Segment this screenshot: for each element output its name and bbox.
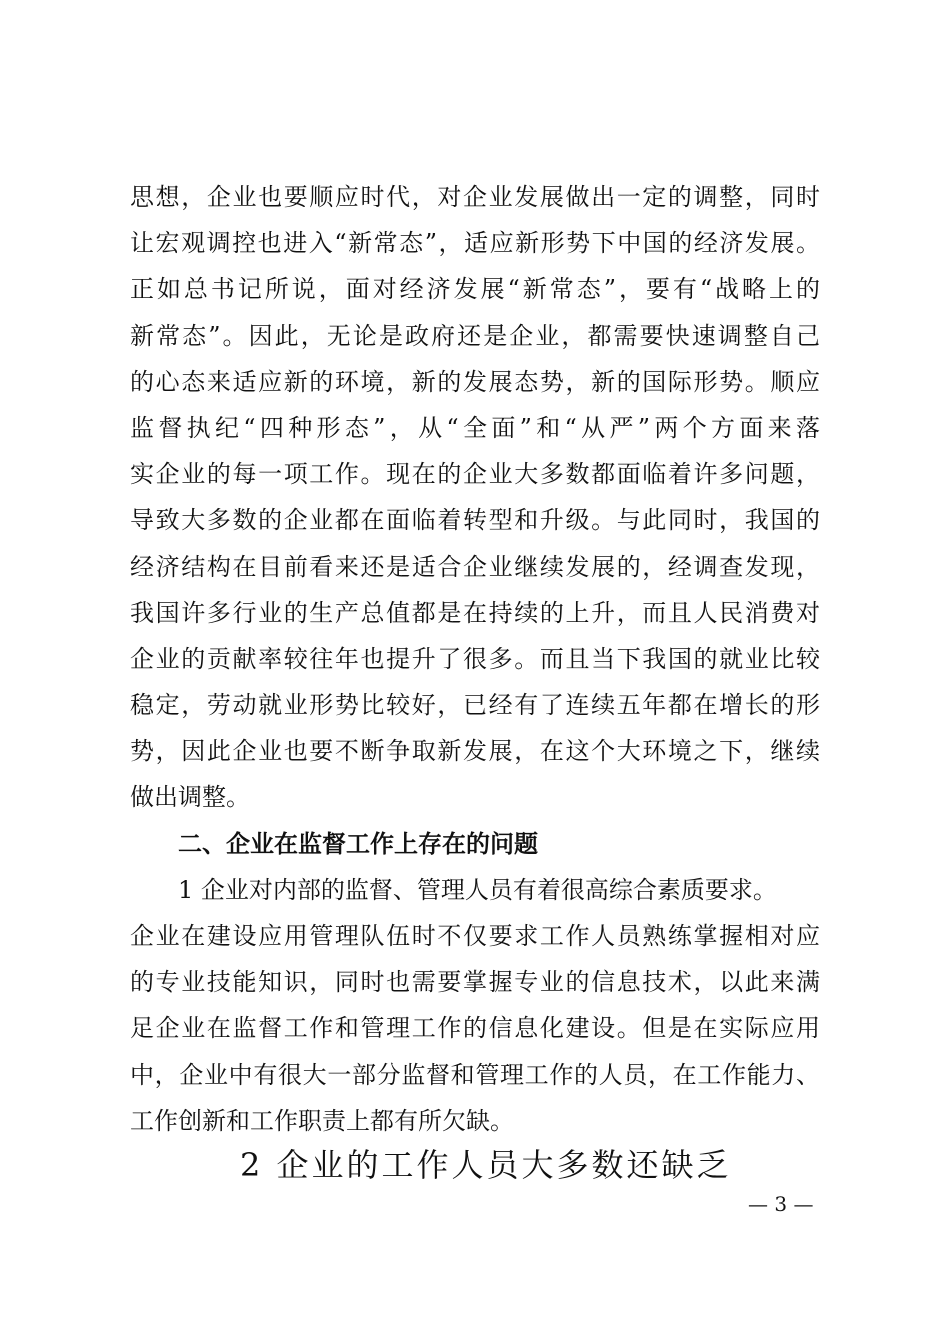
paragraph-line: 新常态”。因此，无论是政府还是企业，都需要快速调整自己 <box>130 321 820 350</box>
section-paragraph-line: 工作创新和工作职责上都有所欠缺。 <box>130 1106 514 1135</box>
large-subheading: 2 企业的工作人员大多数还缺乏 <box>240 1146 732 1184</box>
paragraph-line: 让宏观调控也进入“新常态”，适应新形势下中国的经济发展。 <box>130 229 820 258</box>
paragraph-line: 正如总书记所说，面对经济发展“新常态”，要有“战略上的 <box>130 275 820 304</box>
section-paragraph-line: 足企业在监督工作和管理工作的信息化建设。但是在实际应用 <box>130 1014 820 1043</box>
paragraph-line: 做出调整。 <box>130 783 250 812</box>
body-text <box>130 174 820 1144</box>
paragraph-line: 监督执纪“四种形态”，从“全面”和“从严”两个方面来落 <box>130 413 820 442</box>
section-paragraph-line: 的专业技能知识，同时也需要掌握专业的信息技术，以此来满 <box>130 968 820 997</box>
paragraph-line: 思想，企业也要顺应时代，对企业发展做出一定的调整，同时 <box>130 183 820 211</box>
page-number: — 3 — <box>748 1192 814 1216</box>
paragraph-line: 势，因此企业也要不断争取新发展，在这个大环境之下，继续 <box>130 737 820 766</box>
paragraph-line: 的心态来适应新的环境，新的发展态势，新的国际形势。顺应 <box>130 367 820 396</box>
paragraph-line: 实企业的每一项工作。现在的企业大多数都面临着许多问题， <box>130 460 820 489</box>
section-paragraph-line: 中，企业中有很大一部分监督和管理工作的人员，在工作能力、 <box>130 1060 820 1089</box>
paragraph-line: 企业的贡献率较往年也提升了很多。而且当下我国的就业比较 <box>130 644 820 673</box>
section-heading: 二、企业在监督工作上存在的问题 <box>178 829 538 858</box>
paragraph-line: 稳定，劳动就业形势比较好，已经有了连续五年都在增长的形 <box>130 691 820 720</box>
paragraph-line: 经济结构在目前看来还是适合企业继续发展的，经调查发现， <box>130 552 820 581</box>
section-paragraph-line: 企业在建设应用管理队伍时不仅要求工作人员熟练掌握相对应 <box>130 922 820 950</box>
section-paragraph-line: 1 企业对内部的监督、管理人员有着很高综合素质要求。 <box>178 875 777 904</box>
paragraph-line: 导致大多数的企业都在面临着转型和升级。与此同时，我国的 <box>130 506 820 535</box>
paragraph-line: 我国许多行业的生产总值都是在持续的上升，而且人民消费对 <box>130 598 820 627</box>
